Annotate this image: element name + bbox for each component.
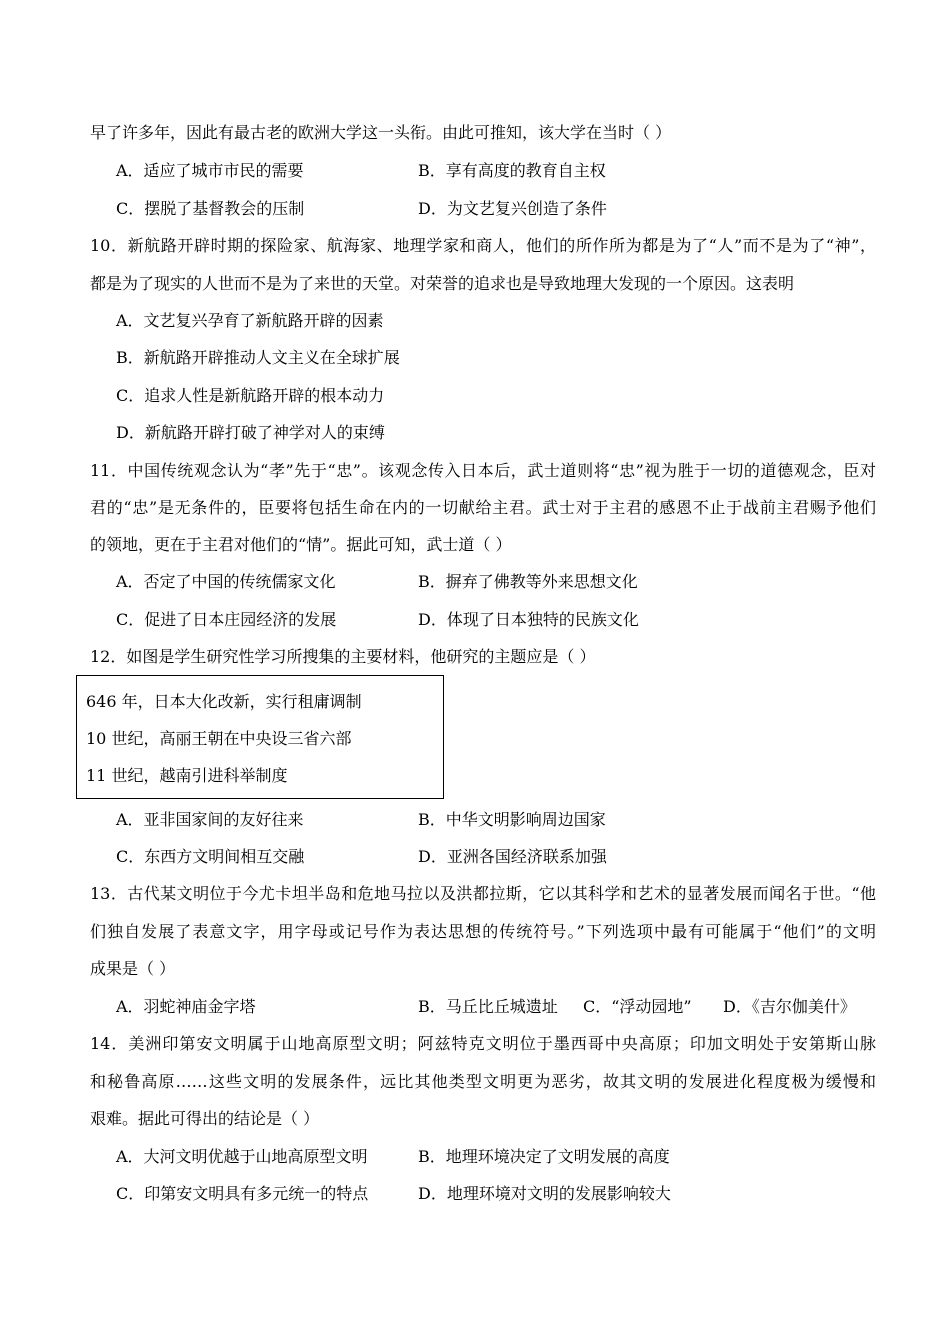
- q13-stem-line-1: 13．古代某文明位于今尤卡坦半岛和危地马拉以及洪都拉斯，它以其科学和艺术的显著发展而闻名于世。“他: [90, 884, 876, 903]
- q12-material-line-2: 10 世纪，高丽王朝在中央设三省六部: [86, 729, 352, 748]
- q10-option-b[interactable]: B．新航路开辟推动人文主义在全球扩展: [116, 348, 400, 367]
- q13-option-b[interactable]: B．马丘比丘城遗址: [418, 997, 558, 1016]
- q14-option-b[interactable]: B．地理环境决定了文明发展的高度: [418, 1147, 670, 1166]
- q9-option-c[interactable]: C．摆脱了基督教会的压制: [116, 199, 305, 218]
- q13-option-c[interactable]: C．“浮动园地”: [583, 997, 692, 1016]
- q14-option-c[interactable]: C．印第安文明具有多元统一的特点: [116, 1184, 369, 1203]
- q11-option-c[interactable]: C．促进了日本庄园经济的发展: [116, 610, 337, 629]
- q11-stem-line-2: 君的“忠”是无条件的，臣要将包括生命在内的一切献给主君。武士对于主君的感恩不止于战前主君赐予他们: [90, 498, 876, 517]
- q10-option-c[interactable]: C．追求人性是新航路开辟的根本动力: [116, 386, 385, 405]
- q12-option-a[interactable]: A．亚非国家间的友好往来: [116, 810, 304, 829]
- q12-material-line-1: 646 年，日本大化改新，实行租庸调制: [86, 692, 362, 711]
- q11-option-d[interactable]: D．体现了日本独特的民族文化: [418, 610, 639, 629]
- q12-stem-line-1: 12．如图是学生研究性学习所搜集的主要材料，他研究的主题应是（ ）: [90, 647, 596, 666]
- q9-option-b[interactable]: B．享有高度的教育自主权: [418, 161, 606, 180]
- q14-option-a[interactable]: A．大河文明优越于山地高原型文明: [116, 1147, 368, 1166]
- q14-stem-line-3: 艰难。据此可得出的结论是（ ）: [90, 1109, 320, 1128]
- q13-stem-line-3: 成果是（ ）: [90, 959, 176, 978]
- q11-option-b[interactable]: B．摒弃了佛教等外来思想文化: [418, 572, 638, 591]
- q11-stem-line-1: 11．中国传统观念认为“孝”先于“忠”。该观念传入日本后，武士道则将“忠”视为胜于一切的道德观念，臣对: [90, 461, 876, 480]
- q13-stem-line-2: 们独自发展了表意文字，用字母或记号作为表达思想的传统符号。”下列选项中最有可能属于“他们”的文明: [90, 922, 876, 941]
- q12-option-c[interactable]: C．东西方文明间相互交融: [116, 847, 305, 866]
- q13-option-a[interactable]: A．羽蛇神庙金字塔: [116, 997, 256, 1016]
- q14-stem-line-2: 和秘鲁高原……这些文明的发展条件，远比其他类型文明更为恶劣，故其文明的发展进化程度极为缓慢和: [90, 1072, 876, 1091]
- q10-option-a[interactable]: A．文艺复兴孕育了新航路开辟的因素: [116, 311, 384, 330]
- q10-stem-line-2: 都是为了现实的人世而不是为了来世的天堂。对荣誉的追求也是导致地理大发现的一个原因。这表明: [90, 274, 795, 293]
- q14-stem-line-1: 14．美洲印第安文明属于山地高原型文明；阿兹特克文明位于墨西哥中央高原；印加文明处于安第斯山脉: [90, 1034, 876, 1053]
- q11-option-a[interactable]: A．否定了中国的传统儒家文化: [116, 572, 336, 591]
- q10-option-d[interactable]: D．新航路开辟打破了神学对人的束缚: [116, 423, 385, 442]
- q10-stem-line-1: 10．新航路开辟时期的探险家、航海家、地理学家和商人，他们的所作所为都是为了“人”而不是为了“神”，: [90, 236, 876, 255]
- q9-option-a[interactable]: A．适应了城市市民的需要: [116, 161, 304, 180]
- q9-stem-tail: 早了许多年，因此有最古老的欧洲大学这一头衔。由此可推知，该大学在当时（ ）: [90, 123, 672, 142]
- q12-option-d[interactable]: D．亚洲各国经济联系加强: [418, 847, 607, 866]
- q13-option-d[interactable]: D．《吉尔伽美什》: [723, 997, 856, 1016]
- q14-option-d[interactable]: D．地理环境对文明的发展影响较大: [418, 1184, 671, 1203]
- q9-option-d[interactable]: D．为文艺复兴创造了条件: [418, 199, 607, 218]
- q11-stem-line-3: 的领地，更在于主君对他们的“情”。据此可知，武士道（ ）: [90, 535, 512, 554]
- q12-option-b[interactable]: B．中华文明影响周边国家: [418, 810, 606, 829]
- q12-material-line-3: 11 世纪，越南引进科举制度: [86, 766, 288, 785]
- q12-material-box: [76, 675, 444, 799]
